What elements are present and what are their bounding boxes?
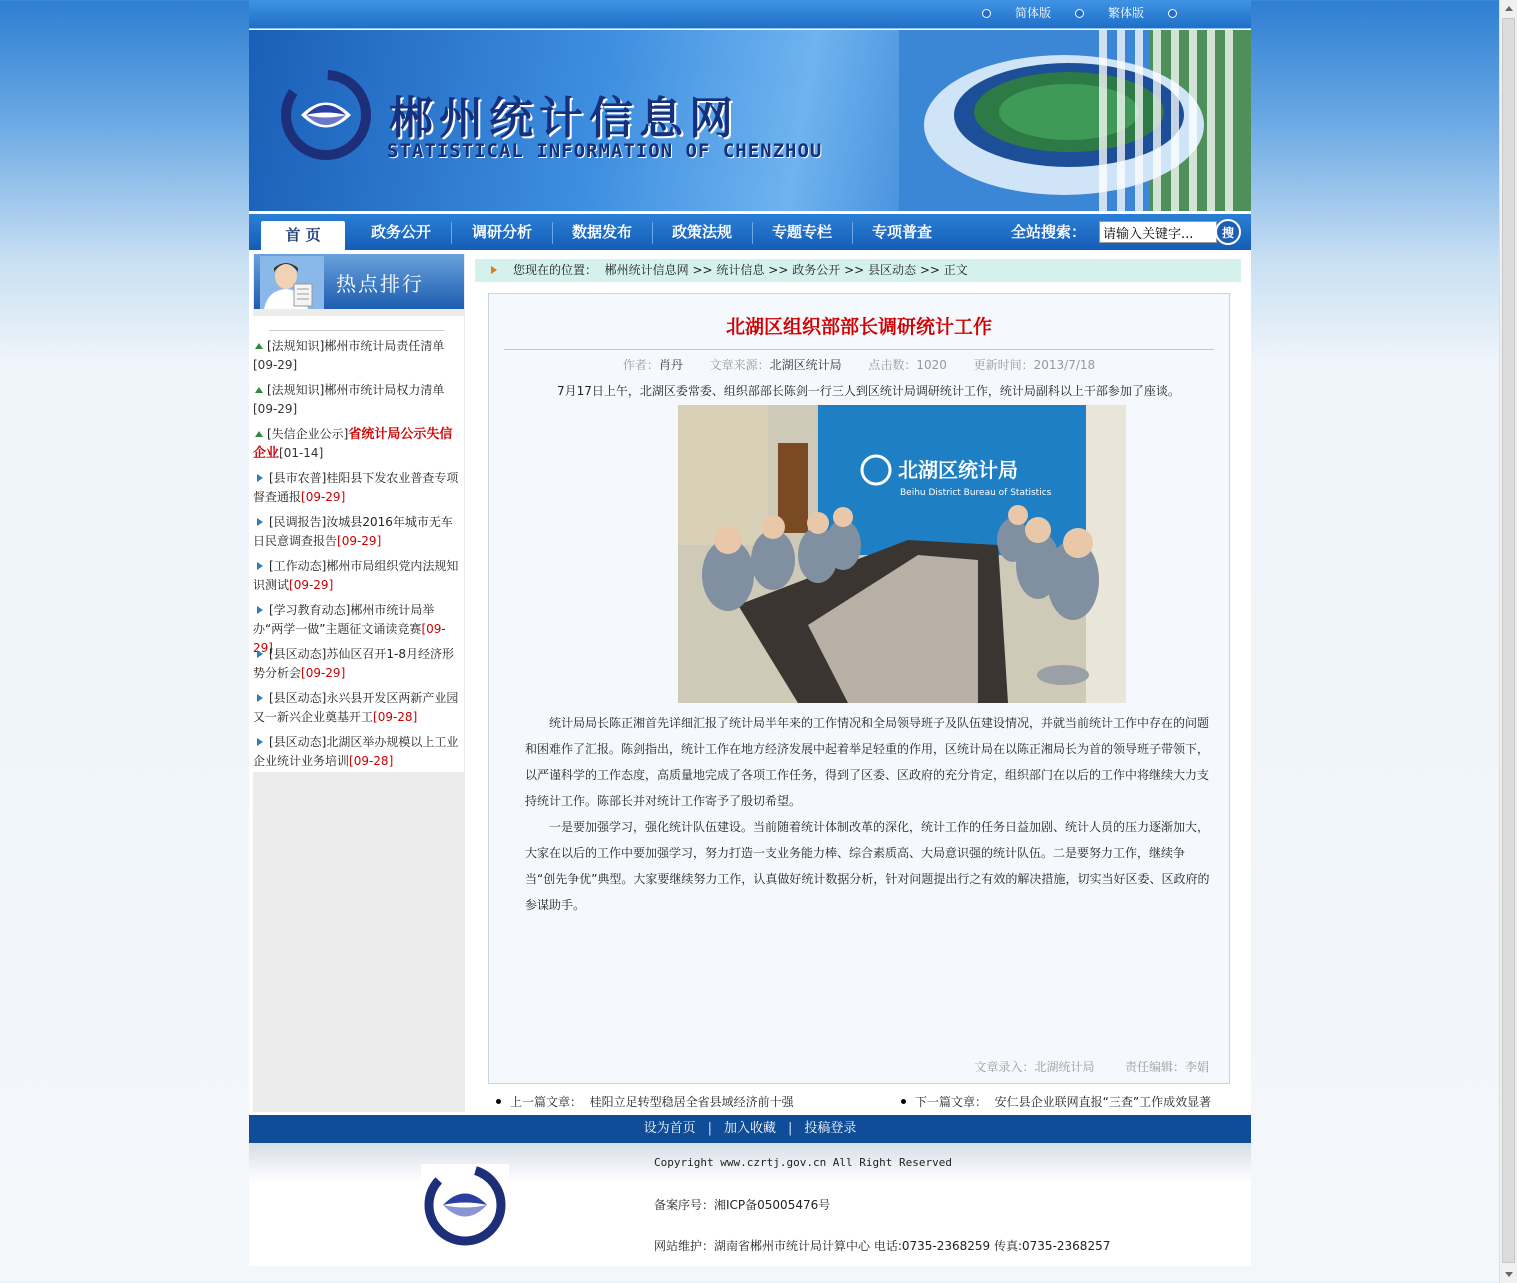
author-label: 作者： <box>622 358 659 372</box>
copyright-text: Copyright www.czrtj.gov.cn All Right Reserved <box>654 1156 953 1169</box>
hot-ranking-list <box>253 316 464 772</box>
right-arrow-icon <box>257 562 263 570</box>
top-strip <box>249 0 1251 29</box>
site-title-cn: 郴州统计信息网 <box>389 93 739 144</box>
scroll-down-icon[interactable] <box>1505 1272 1513 1277</box>
breadcrumb-sep: >> <box>844 263 865 277</box>
list-item-date: [01-14] <box>279 446 324 460</box>
photo-sign-en: Beihu District Bureau of Statistics <box>900 488 1052 498</box>
breadcrumb-current: 正文 <box>943 263 968 277</box>
scroll-up-icon[interactable] <box>1505 6 1513 11</box>
list-item-title[interactable]: [工作动态]郴州市局组织党内法规知识测试 <box>253 559 459 592</box>
scroll-thumb[interactable] <box>1502 18 1515 1263</box>
site-logo-icon <box>281 70 371 160</box>
next-label: 下一篇文章： <box>915 1095 988 1109</box>
editor-label: 责任编辑： <box>1124 1060 1185 1074</box>
list-item[interactable] <box>253 337 463 375</box>
right-arrow-icon <box>257 474 263 482</box>
maintainer-text: 网站维护：湖南省郴州市统计局计算中心 电话:0735-2368259 传真:0735-2368257 <box>654 1239 1111 1253</box>
list-item-date: [09-29] <box>301 490 346 504</box>
submit-login-link[interactable]: 投稿登录 <box>804 1121 857 1136</box>
list-item-title[interactable]: [失信企业公示] <box>267 427 349 441</box>
list-item[interactable] <box>253 689 463 727</box>
article-meta <box>489 356 1229 373</box>
author-value: 肖丹 <box>658 358 683 372</box>
nav-government-affairs[interactable]: 政务公开 <box>370 223 431 241</box>
article-body <box>525 710 1211 918</box>
article-footer <box>974 1058 1209 1075</box>
source-value: 北湖区统计局 <box>769 358 842 372</box>
list-item-date: [09-29] <box>337 534 382 548</box>
next-article <box>901 1093 1211 1110</box>
simplified-link[interactable]: 简体版 <box>1014 6 1051 20</box>
article-title: 北湖区组织部部长调研统计工作 <box>725 316 992 338</box>
editor-value: 李娟 <box>1184 1060 1209 1074</box>
breadcrumb-link-county[interactable]: 县区动态 <box>868 263 917 277</box>
list-item-title[interactable]: [法规知识]郴州市统计局权力清单 <box>267 383 445 397</box>
prev-article-link[interactable]: 桂阳立足转型稳居全省县域经济前十强 <box>589 1095 794 1109</box>
prev-article <box>496 1093 794 1110</box>
bullet-icon <box>982 9 991 18</box>
footer-logo-icon <box>421 1164 509 1246</box>
hits-value: 1020 <box>916 358 947 372</box>
add-favorite-link[interactable]: 加入收藏 <box>723 1121 776 1136</box>
breadcrumb-link-gov[interactable]: 政务公开 <box>792 263 841 277</box>
breadcrumb-sep: >> <box>768 263 789 277</box>
search-button[interactable]: 搜 <box>1215 219 1241 245</box>
entry-label: 文章录入： <box>974 1060 1035 1074</box>
up-arrow-icon <box>255 387 263 393</box>
list-item-title[interactable]: [法规知识]郴州市统计局责任清单 <box>267 339 445 353</box>
footer-links-bar <box>249 1115 1251 1143</box>
up-arrow-icon <box>255 343 263 349</box>
right-arrow-icon <box>257 694 263 702</box>
list-divider <box>269 330 444 331</box>
entry-value: 北湖统计局 <box>1034 1060 1095 1074</box>
breadcrumb-text <box>513 259 968 282</box>
article-paragraph: 一是要加强学习，强化统计队伍建设。当前随着统计体制改革的深化，统计工作的任务日益加剧、统计人员的压力逐渐加大，大家在以后的工作中要加强学习，努力打造一支业务能力棒、综合素质高、大局意识强的统计队伍。二是要努力工作，继续争当“创先争优”典型。大家要继续努力工作，认真做好统计数据分析，针对问题提出行之有效的解决措施，切实当好区委、区政府的参谋助手。 <box>525 820 1210 912</box>
traditional-link[interactable]: 繁体版 <box>1107 6 1144 20</box>
meeting-photo <box>678 405 1126 703</box>
sidebar <box>253 254 465 1112</box>
list-item-date: [09-29] <box>301 666 346 680</box>
vertical-scrollbar[interactable] <box>1499 0 1517 1283</box>
right-arrow-icon <box>257 738 263 746</box>
list-item[interactable] <box>253 381 463 419</box>
list-item[interactable] <box>253 469 463 507</box>
list-item-title[interactable]: [县区动态]永兴县开发区两新产业园又一新兴企业奠基开工 <box>253 691 459 724</box>
list-item-date: [09-29] <box>253 358 298 372</box>
updated-label: 更新时间： <box>973 358 1034 372</box>
list-item[interactable] <box>253 513 463 551</box>
breadcrumb-sep: >> <box>919 263 940 277</box>
hot-ranking-header <box>254 254 464 309</box>
title-divider <box>504 349 1214 350</box>
prev-label: 上一篇文章： <box>510 1095 583 1109</box>
breadcrumb-link-stats[interactable]: 统计信息 <box>716 263 765 277</box>
nav-data-release[interactable]: 数据发布 <box>571 223 632 241</box>
nav-home[interactable]: 首 页 <box>261 221 345 250</box>
nav-policy[interactable]: 政策法规 <box>671 223 732 241</box>
list-item-date: [09-29] <box>253 622 446 655</box>
nav-special-topics[interactable]: 专题专栏 <box>771 223 832 241</box>
source-label: 文章来源： <box>709 358 770 372</box>
breadcrumb-sep: >> <box>692 263 713 277</box>
breadcrumb-marker-icon <box>491 266 497 274</box>
list-item-title[interactable]: [县市农普]桂阳县下发农业普查专项督查通报 <box>253 471 459 504</box>
article-panel <box>488 293 1230 1084</box>
article-lead: 7月17日上午，北湖区委常委、组织部部长陈剑一行三人到区统计局调研统计工作，统计局副科以上干部参加了座谈。 <box>557 384 1180 398</box>
up-arrow-icon <box>255 431 263 437</box>
list-item[interactable] <box>253 645 463 683</box>
list-item[interactable] <box>253 557 463 595</box>
hits-label: 点击数： <box>868 358 917 372</box>
list-item-title[interactable]: [民调报告]汝城县2016年城市无车日民意调查报告 <box>253 515 453 548</box>
nav-research[interactable]: 调研分析 <box>471 223 532 241</box>
list-item-date: [09-29] <box>253 402 298 416</box>
page-container <box>249 0 1251 1266</box>
right-arrow-icon <box>257 650 263 658</box>
search-label: 全站搜索： <box>1011 223 1087 241</box>
site-title-en: STATISTICAL INFORMATION OF CHENZHOU <box>387 140 823 162</box>
list-item[interactable] <box>253 733 463 771</box>
set-homepage-link[interactable]: 设为首页 <box>643 1121 696 1136</box>
right-arrow-icon <box>257 606 263 614</box>
article-paragraph: 统计局局长陈正湘首先详细汇报了统计局半年来的工作情况和全局领导班子及队伍建设情况，并就当前统计工作中存在的问题和困难作了汇报。陈剑指出，统计工作在地方经济发展中起着举足轻重的作用，区统计局在以陈正湘局长为首的领导班子带领下，以严谨科学的工作态度，高质量地完成了各项工作任务，得到了区委、区政府的充分肯定，组织部门在以后的工作中将继续大力支持统计工作。陈部长并对统计工作寄予了殷切希望。 <box>525 716 1210 808</box>
hot-ranking-title: 热点排行 <box>336 272 424 296</box>
list-item-highlight[interactable]: 省统计局公示失信企业 <box>253 427 453 461</box>
right-arrow-icon <box>257 518 263 526</box>
next-article-link[interactable]: 安仁县企业联网直报“三查”工作成效显著 <box>994 1095 1212 1109</box>
bullet-icon <box>1168 9 1177 18</box>
footer <box>249 1143 1251 1266</box>
person-avatar-icon <box>260 256 324 309</box>
stadium-illustration <box>899 30 1251 211</box>
breadcrumb-label: 您现在的位置： <box>513 263 598 277</box>
breadcrumb <box>475 259 1241 282</box>
nav-census[interactable]: 专项普查 <box>871 223 932 241</box>
breadcrumb-link-home[interactable]: 郴州统计信息网 <box>604 263 689 277</box>
bullet-icon <box>1075 9 1084 18</box>
icp-text: 备案序号：湘ICP备05005476号 <box>654 1198 831 1212</box>
search-input[interactable] <box>1099 221 1217 243</box>
version-links <box>958 5 1201 21</box>
list-item-date: [09-28] <box>349 754 394 768</box>
site-banner <box>249 30 1251 211</box>
updated-value: 2013/7/18 <box>1033 358 1096 372</box>
list-item-title[interactable]: [县区动态]北湖区举办规模以上工业企业统计业务培训 <box>253 735 459 768</box>
bullet-icon <box>496 1099 501 1104</box>
list-item-title[interactable]: [学习教育动态]郴州市统计局举办“两学一做”主题征文诵读竞赛 <box>253 603 435 636</box>
main-nav <box>249 214 1251 250</box>
list-item-date: [09-29] <box>289 578 334 592</box>
footer-sep: | <box>788 1121 793 1136</box>
photo-sign-cn: 北湖区统计局 <box>898 458 1018 482</box>
list-item-title[interactable]: [县区动态]苏仙区召开1-8月经济形势分析会 <box>253 647 454 680</box>
list-item[interactable] <box>253 425 463 463</box>
list-item-date: [09-28] <box>373 710 418 724</box>
bullet-icon <box>901 1099 906 1104</box>
footer-sep: | <box>707 1121 712 1136</box>
